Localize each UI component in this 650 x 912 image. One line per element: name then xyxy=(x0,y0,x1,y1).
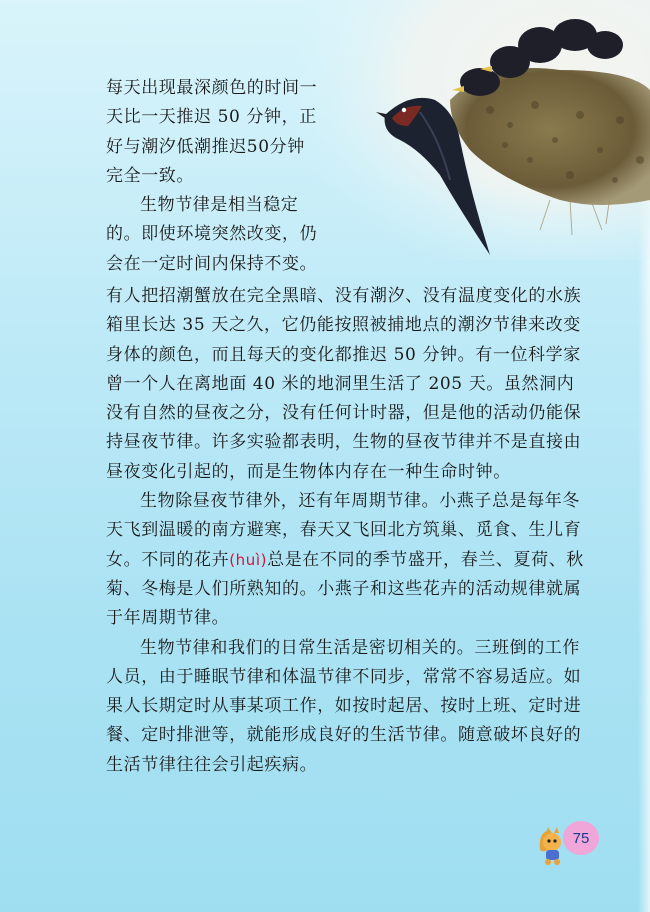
paragraph-daily-life: 生物节律和我们的日常生活是密切相关的。三班倒的工作人员，由于睡眠节律和体温节律不同步，常常不容易适应。如果人长期定时从事某项工作，如按时起居、按时上班、定时进餐、定时排泄等，就能形成良好的生活节律。随意破坏良好的生活节律往往会引起疾病。 xyxy=(106,637,582,775)
paragraph-color-delay: 每天出现最深颜色的时间一天比一天推迟 50 分钟，正好与潮汐低潮推迟50分钟完全一致。 xyxy=(106,78,318,186)
narrow-text-column xyxy=(106,74,321,279)
annual-rhythm-text-before: 生物除昼夜节律外，还有年周期节律。小燕子总是每年冬天飞到温暖的南方避寒，春天又飞回北方筑巢、觅食、生儿育女。不同的花卉 xyxy=(106,491,582,570)
annual-rhythm-text-after: 总是在不同的季节盛开，春兰、夏荷、秋菊、冬梅是人们所熟知的。小燕子和这些花卉的活动规律就属于年周期节律。 xyxy=(106,549,584,629)
paragraph-annual-rhythm xyxy=(106,487,586,633)
page-number: 75 xyxy=(572,830,590,847)
swallows-nest-photo xyxy=(300,0,650,260)
paragraph-crab-experiment: 有人把招潮蟹放在完全黑暗、没有潮汐、没有温度变化的水族箱里长达 35 天之久，它仍能按照被捕地点的潮汐节律来改变身体的颜色，而且每天的变化都推迟 50 分钟。有一位科学家曾一个人在离地面 40 米的地洞里生活了 205 天。虽然洞内没有自然的昼夜之分，没有任何计时器，但是他的活动仍能保持昼夜节律。许多实验都表明，生物的昼夜节律并不是直接由昼夜变化引起的，而是生物体内存在一种生命时钟。 xyxy=(106,286,582,482)
paragraph-rhythm-stability: 生物节律是相当稳定的。即使环境突然改变，仍会在一定时间内保持不变。 xyxy=(106,195,318,274)
wide-text-column xyxy=(106,282,586,780)
pinyin-annotation: (huì) xyxy=(229,550,268,569)
